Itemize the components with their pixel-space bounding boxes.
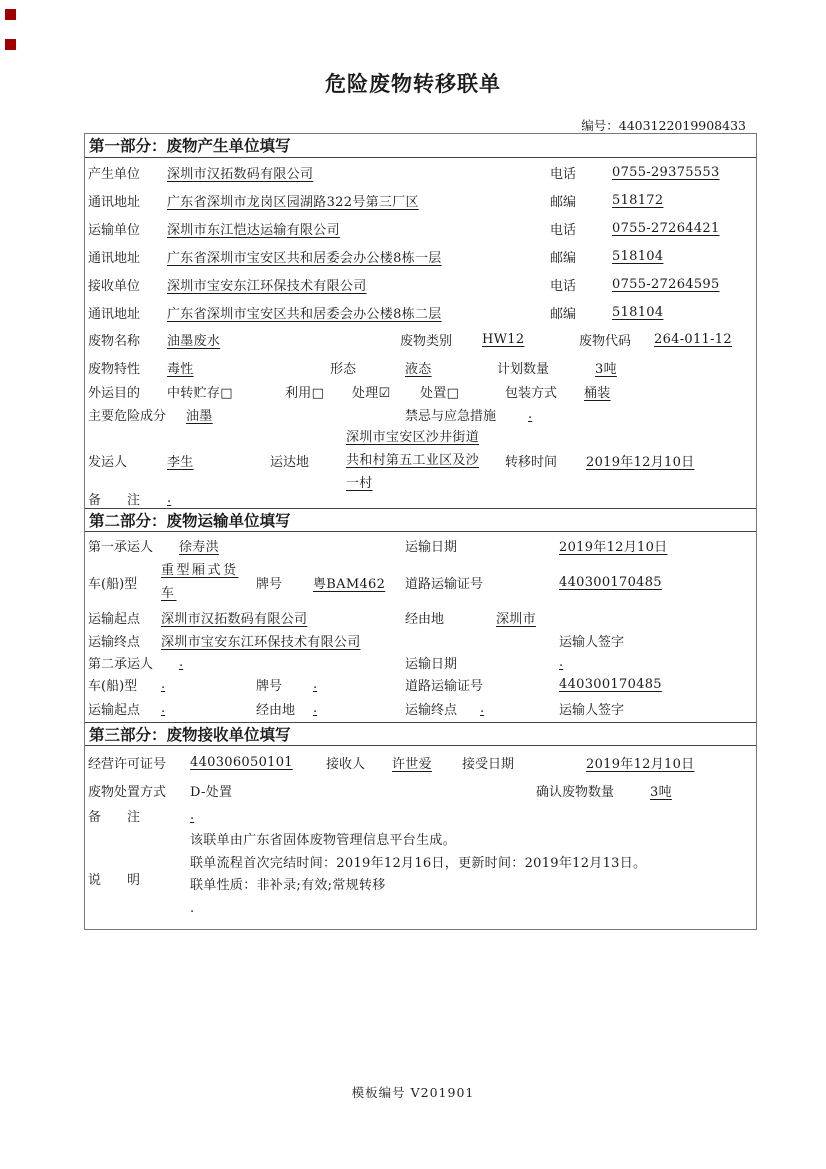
transporter-phone-label: 电话 xyxy=(550,222,577,238)
second-carrier-value: . xyxy=(179,654,184,670)
row-transfer-purpose xyxy=(85,381,756,402)
confirmed-qty-label: 确认废物数量 xyxy=(536,784,615,800)
vehicle2-plate-value: . xyxy=(313,676,318,692)
note-line-completion: 联单流程首次完结时间：2019年12月16日，更新时间：2019年12月13日。 xyxy=(190,855,647,871)
part3-header: 第三部分：废物接收单位填写 xyxy=(85,722,756,746)
note-line-dot: . xyxy=(190,900,195,916)
doc-number-value: 4403122019908433 xyxy=(618,118,746,133)
transport-date2-label: 运输日期 xyxy=(405,656,458,672)
second-carrier-label: 第二承运人 xyxy=(88,656,154,672)
disposal-method-value: D-处置 xyxy=(190,784,233,800)
row-dispatcher xyxy=(85,426,756,491)
receiver-phone-value: 0755-27264595 xyxy=(612,276,720,292)
route1-end-label: 运输终点 xyxy=(88,634,141,650)
accept-date-label: 接受日期 xyxy=(462,756,515,772)
doc-number-label: 编号： xyxy=(581,118,619,133)
vehicle2-type-label: 车(船)型 xyxy=(88,678,138,694)
hazard-value: 油墨 xyxy=(186,408,213,424)
packing-label: 包装方式 xyxy=(505,386,558,401)
destination-value: 深圳市宝安区沙井街道共和村第五工业区及沙一村 xyxy=(346,430,480,491)
dispatcher-label: 发运人 xyxy=(88,455,128,470)
row-hazard-component xyxy=(85,402,756,426)
purpose-option-storage-checkbox: 中转贮存□ xyxy=(167,386,233,401)
transporter-phone-value: 0755-27264421 xyxy=(612,220,720,236)
transfer-time-value: 2019年12月10日 xyxy=(586,455,695,470)
route1-end-value: 深圳市宝安东江环保技术有限公司 xyxy=(161,634,361,650)
transporter-label: 运输单位 xyxy=(88,222,141,238)
license-value: 440306050101 xyxy=(190,754,293,770)
row-waste-property xyxy=(85,353,756,381)
producer-zip-value: 518172 xyxy=(612,192,664,208)
page-title: 危险废物转移联单 xyxy=(325,71,501,96)
route1-start-value: 深圳市汉拓数码有限公司 xyxy=(161,612,308,627)
route2-via-value: . xyxy=(313,701,318,716)
road-permit1-label: 道路运输证号 xyxy=(405,576,484,592)
receiver-person-label: 接收人 xyxy=(326,756,366,772)
purpose-option-treat-checkbox: 处理☑ xyxy=(352,386,391,401)
route2-start-label: 运输起点 xyxy=(88,703,141,718)
row-receiver xyxy=(85,270,756,298)
producer-phone-value: 0755-29375553 xyxy=(612,164,720,180)
producer-value: 深圳市汉拓数码有限公司 xyxy=(167,166,314,182)
note-line-nature: 联单性质：非补录;有效;常规转移 xyxy=(190,878,386,893)
taboo-label: 禁忌与应急措施 xyxy=(405,408,497,424)
transfer-time-label: 转移时间 xyxy=(505,455,558,470)
row-receiver-address xyxy=(85,298,756,326)
purpose-option-dispose-checkbox: 处置□ xyxy=(420,386,460,401)
vehicle2-plate-label: 牌号 xyxy=(256,678,283,694)
manifest-table xyxy=(84,133,757,930)
row-waste-name xyxy=(85,326,756,353)
note-label: 说 明 xyxy=(88,873,141,888)
waste-code-label: 废物代码 xyxy=(579,334,632,349)
vehicle1-plate-label: 牌号 xyxy=(256,576,283,592)
waste-name-label: 废物名称 xyxy=(88,334,141,349)
road-permit2-value: 440300170485 xyxy=(559,676,662,692)
waste-category-label: 废物类别 xyxy=(400,334,453,349)
note-text xyxy=(190,828,756,920)
vehicle1-type-label: 车(船)型 xyxy=(88,576,138,592)
red-marker-top xyxy=(5,9,16,20)
receiver-phone-label: 电话 xyxy=(550,278,577,294)
route2-end-value: . xyxy=(480,701,485,716)
first-carrier-label: 第一承运人 xyxy=(88,539,154,555)
destination-label: 运达地 xyxy=(270,455,310,470)
red-marker-bottom xyxy=(5,39,16,50)
waste-name-value: 油墨废水 xyxy=(167,334,221,349)
receiver-address-value: 广东省深圳市宝安区共和居委会办公楼8栋二层 xyxy=(167,306,442,322)
row-license xyxy=(85,746,756,778)
row-note xyxy=(85,828,756,929)
transporter-address-label: 通讯地址 xyxy=(88,250,141,266)
license-label: 经营许可证号 xyxy=(88,756,167,772)
hazard-label: 主要危险成分 xyxy=(88,408,167,424)
producer-phone-label: 电话 xyxy=(550,166,577,182)
waste-category-value: HW12 xyxy=(482,332,525,347)
row-producer-address xyxy=(85,186,756,214)
carrier2-signature-label: 运输人签字 xyxy=(559,703,625,718)
producer-address-value: 广东省深圳市龙岗区园湖路322号第三厂区 xyxy=(167,194,419,210)
transport-date1-value: 2019年12月10日 xyxy=(559,539,668,555)
row-transporter xyxy=(85,214,756,242)
road-permit2-label: 道路运输证号 xyxy=(405,678,484,694)
receiver-zip-label: 邮编 xyxy=(550,306,577,322)
transporter-zip-label: 邮编 xyxy=(550,250,577,266)
transport-date1-label: 运输日期 xyxy=(405,539,458,555)
disposal-method-label: 废物处置方式 xyxy=(88,784,167,800)
row-route1-start xyxy=(85,606,756,629)
route1-start-label: 运输起点 xyxy=(88,612,141,627)
part1-header: 第一部分：废物产生单位填写 xyxy=(85,134,756,158)
row-route1-end xyxy=(85,629,756,651)
receiver-zip-value: 518104 xyxy=(612,304,664,320)
vehicle1-plate-value: 粤BAM462 xyxy=(313,576,386,592)
planned-qty-label: 计划数量 xyxy=(497,361,550,377)
waste-form-label: 形态 xyxy=(330,361,357,377)
waste-form-value: 液态 xyxy=(405,361,432,377)
note-line-platform: 该联单由广东省固体废物管理信息平台生成。 xyxy=(190,833,457,848)
row-vehicle2 xyxy=(85,673,756,695)
transporter-zip-value: 518104 xyxy=(612,248,664,264)
receiver-label: 接收单位 xyxy=(88,278,141,294)
route2-end-label: 运输终点 xyxy=(405,703,458,718)
receiver-person-value: 许世爱 xyxy=(392,756,432,772)
doc-number xyxy=(0,116,826,134)
row-producer xyxy=(85,158,756,186)
route1-via-label: 经由地 xyxy=(405,612,445,627)
vehicle1-type-value: 重型厢式货车 xyxy=(161,563,239,601)
transport-date2-value: . xyxy=(559,654,564,670)
road-permit1-value: 440300170485 xyxy=(559,574,662,590)
producer-label: 产生单位 xyxy=(88,166,141,182)
receiver-address-label: 通讯地址 xyxy=(88,306,141,322)
row-disposal xyxy=(85,778,756,802)
waste-code-value: 264-011-12 xyxy=(654,332,732,347)
row-vehicle1 xyxy=(85,558,756,606)
accept-date-value: 2019年12月10日 xyxy=(586,756,695,772)
row-second-carrier xyxy=(85,651,756,673)
purpose-label: 外运目的 xyxy=(88,386,141,401)
part3-remark-label: 备 注 xyxy=(88,809,141,825)
planned-qty-value: 3吨 xyxy=(595,361,617,377)
route2-via-label: 经由地 xyxy=(256,703,296,718)
waste-property-label: 废物特性 xyxy=(88,361,141,377)
receiver-value: 深圳市宝安东江环保技术有限公司 xyxy=(167,278,367,294)
row-part3-remark xyxy=(85,802,756,828)
transporter-value: 深圳市东江恺达运输有限公司 xyxy=(167,222,340,238)
part2-header: 第二部分：废物运输单位填写 xyxy=(85,508,756,532)
dispatcher-value: 李生 xyxy=(167,455,194,470)
producer-address-label: 通讯地址 xyxy=(88,194,141,210)
row-first-carrier xyxy=(85,532,756,558)
packing-value: 桶装 xyxy=(584,386,611,401)
taboo-value: . xyxy=(528,406,533,422)
row-route2 xyxy=(85,695,756,722)
waste-property-value: 毒性 xyxy=(167,361,194,377)
route2-start-value: . xyxy=(161,701,166,716)
route1-via-value: 深圳市 xyxy=(496,612,536,627)
producer-zip-label: 邮编 xyxy=(550,194,577,210)
vehicle2-type-value: . xyxy=(161,676,166,692)
part1-remark-label: 备 注 xyxy=(88,492,141,508)
row-transporter-address xyxy=(85,242,756,270)
confirmed-qty-value: 3吨 xyxy=(650,784,672,800)
carrier1-signature-label: 运输人签字 xyxy=(559,634,625,650)
purpose-option-utilize-checkbox: 利用□ xyxy=(285,386,325,401)
first-carrier-value: 徐寿洪 xyxy=(179,539,219,555)
part3-remark-value: . xyxy=(190,807,195,823)
row-part1-remark xyxy=(85,488,756,508)
template-number: 模板编号 V201901 xyxy=(351,1085,475,1100)
transporter-address-value: 广东省深圳市宝安区共和居委会办公楼8栋一层 xyxy=(167,250,442,266)
part1-remark-value: . xyxy=(167,490,172,506)
